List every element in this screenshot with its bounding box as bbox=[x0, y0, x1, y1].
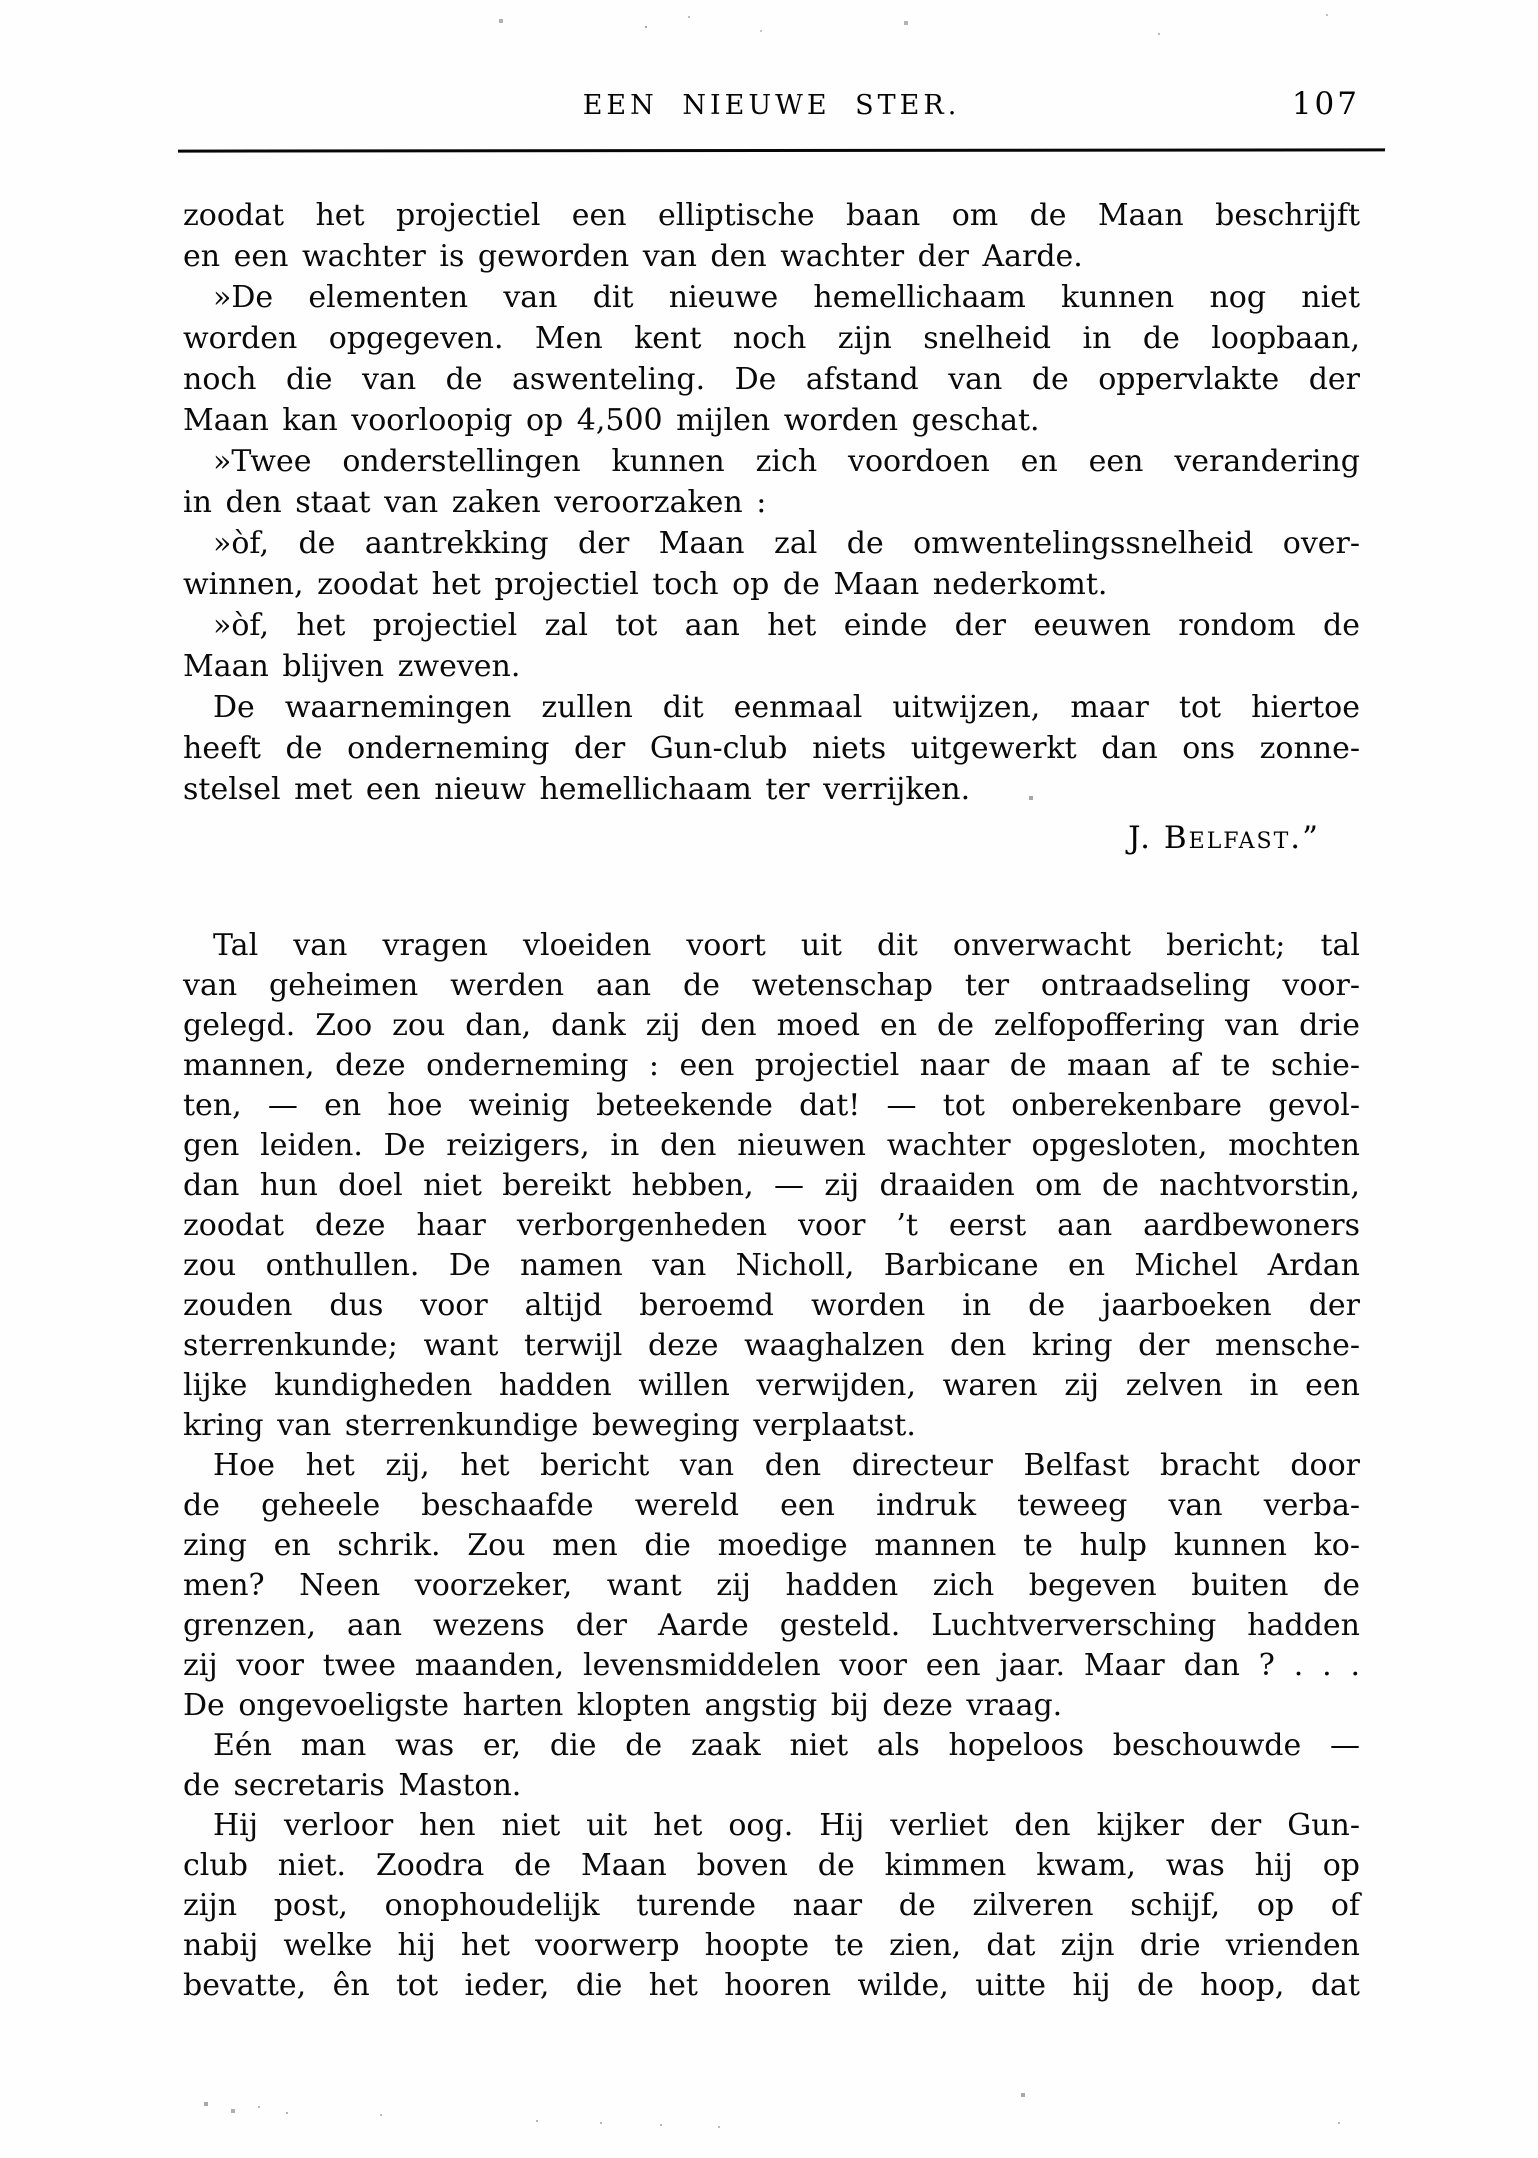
text-line: stelsel met een nieuw hemellichaam ter verrijken. bbox=[183, 772, 971, 807]
text-line: bevatte, ên tot ieder, die het hooren wilde, uitte hij de hoop, dat bbox=[183, 1968, 1360, 2003]
text-line: »Twee onderstellingen kunnen zich voordoen en een verandering bbox=[213, 444, 1360, 479]
text-line: lijke kundigheden hadden willen verwijden, waren zij zelven in een bbox=[183, 1368, 1360, 1403]
text-line: gelegd. Zoo zou dan, dank zij den moed en de zelfopoffering van drie bbox=[183, 1008, 1360, 1043]
text-line: van geheimen werden aan de wetenschap ter ontraadseling voor- bbox=[183, 968, 1360, 1003]
text-line: ten, — en hoe weinig beteekende dat! — tot onberekenbare gevol- bbox=[183, 1088, 1360, 1123]
text-line: zoodat het projectiel een elliptische baan om de Maan beschrijft bbox=[183, 198, 1360, 233]
text-line: zij voor twee maanden, levensmiddelen voor een jaar. Maar dan ? . . . bbox=[183, 1648, 1360, 1683]
text-line: zouden dus voor altijd beroemd worden in de jaarboeken der bbox=[183, 1288, 1360, 1323]
text-line: »òf, de aantrekking der Maan zal de omwentelingssnelheid over- bbox=[213, 526, 1360, 561]
text-line: de geheele beschaafde wereld een indruk teweeg van verba- bbox=[183, 1488, 1360, 1523]
text-line: club niet. Zoodra de Maan boven de kimmen kwam, was hij op bbox=[183, 1848, 1360, 1883]
text-line: grenzen, aan wezens der Aarde gesteld. Luchtverversching hadden bbox=[183, 1608, 1360, 1643]
text-line: zijn post, onophoudelijk turende naar de zilveren schijf, op of bbox=[183, 1888, 1360, 1923]
text-line: noch die van de aswenteling. De afstand van de oppervlakte der bbox=[183, 362, 1360, 397]
text-line: winnen, zoodat het projectiel toch op de Maan nederkomt. bbox=[183, 567, 1108, 602]
text-line: Maan blijven zweven. bbox=[183, 649, 521, 684]
text-line: Tal van vragen vloeiden voort uit dit onverwacht bericht; tal bbox=[213, 928, 1360, 963]
text-line: zing en schrik. Zou men die moedige mannen te hulp kunnen ko- bbox=[183, 1528, 1360, 1563]
text-line: worden opgegeven. Men kent noch zijn snelheid in de loopbaan, bbox=[183, 321, 1360, 356]
text-line: De ongevoeligste harten klopten angstig bij deze vraag. bbox=[183, 1688, 1063, 1723]
text-line: nabij welke hij het voorwerp hoopte te zien, dat zijn drie vrienden bbox=[183, 1928, 1360, 1963]
text-line: »òf, het projectiel zal tot aan het einde der eeuwen rondom de bbox=[213, 608, 1360, 643]
text-line: zoodat deze haar verborgenheden voor ’t eerst aan aardbewoners bbox=[183, 1208, 1360, 1243]
running-title: EEN NIEUWE STER. bbox=[582, 90, 961, 121]
text-line: dan hun doel niet bereikt hebben, — zij draaiden om de nachtvorstin, bbox=[183, 1168, 1360, 1203]
text-line: »De elementen van dit nieuwe hemellichaam kunnen nog niet bbox=[213, 280, 1360, 315]
text-line: heeft de onderneming der Gun-club niets uitgewerkt dan ons zonne- bbox=[183, 731, 1360, 766]
text-line: Hoe het zij, het bericht van den directeur Belfast bracht door bbox=[213, 1448, 1360, 1483]
text-line: in den staat van zaken veroorzaken : bbox=[183, 485, 767, 520]
body-text-block bbox=[183, 926, 1360, 2006]
text-line: kring van sterrenkundige beweging verplaatst. bbox=[183, 1408, 916, 1443]
text-line: Maan kan voorloopig op 4,500 mijlen worden geschat. bbox=[183, 403, 1040, 438]
page-number: 107 bbox=[1291, 86, 1360, 122]
text-line: gen leiden. De reizigers, in den nieuwen wachter opgesloten, mochten bbox=[183, 1128, 1360, 1163]
letter-signature: J. Belfast.” bbox=[1128, 820, 1320, 856]
text-line: mannen, deze onderneming : een projectiel naar de maan af te schie- bbox=[183, 1048, 1360, 1083]
scan-noise bbox=[0, 0, 2, 2]
text-line: en een wachter is geworden van den wachter der Aarde. bbox=[183, 239, 1083, 274]
text-line: De waarnemingen zullen dit eenmaal uitwijzen, maar tot hiertoe bbox=[213, 690, 1360, 725]
text-line: Eén man was er, die de zaak niet als hopeloos beschouwde — bbox=[213, 1728, 1360, 1763]
text-line: de secretaris Maston. bbox=[183, 1768, 522, 1803]
text-line: sterrenkunde; want terwijl deze waaghalzen den kring der mensche- bbox=[183, 1328, 1360, 1363]
header-rule bbox=[178, 148, 1385, 152]
page-header bbox=[183, 86, 1360, 132]
letter-text-block bbox=[183, 195, 1360, 810]
text-line: zou onthullen. De namen van Nicholl, Barbicane en Michel Ardan bbox=[183, 1248, 1360, 1283]
text-line: men? Neen voorzeker, want zij hadden zich begeven buiten de bbox=[183, 1568, 1360, 1603]
text-line: Hij verloor hen niet uit het oog. Hij verliet den kijker der Gun- bbox=[213, 1808, 1360, 1843]
